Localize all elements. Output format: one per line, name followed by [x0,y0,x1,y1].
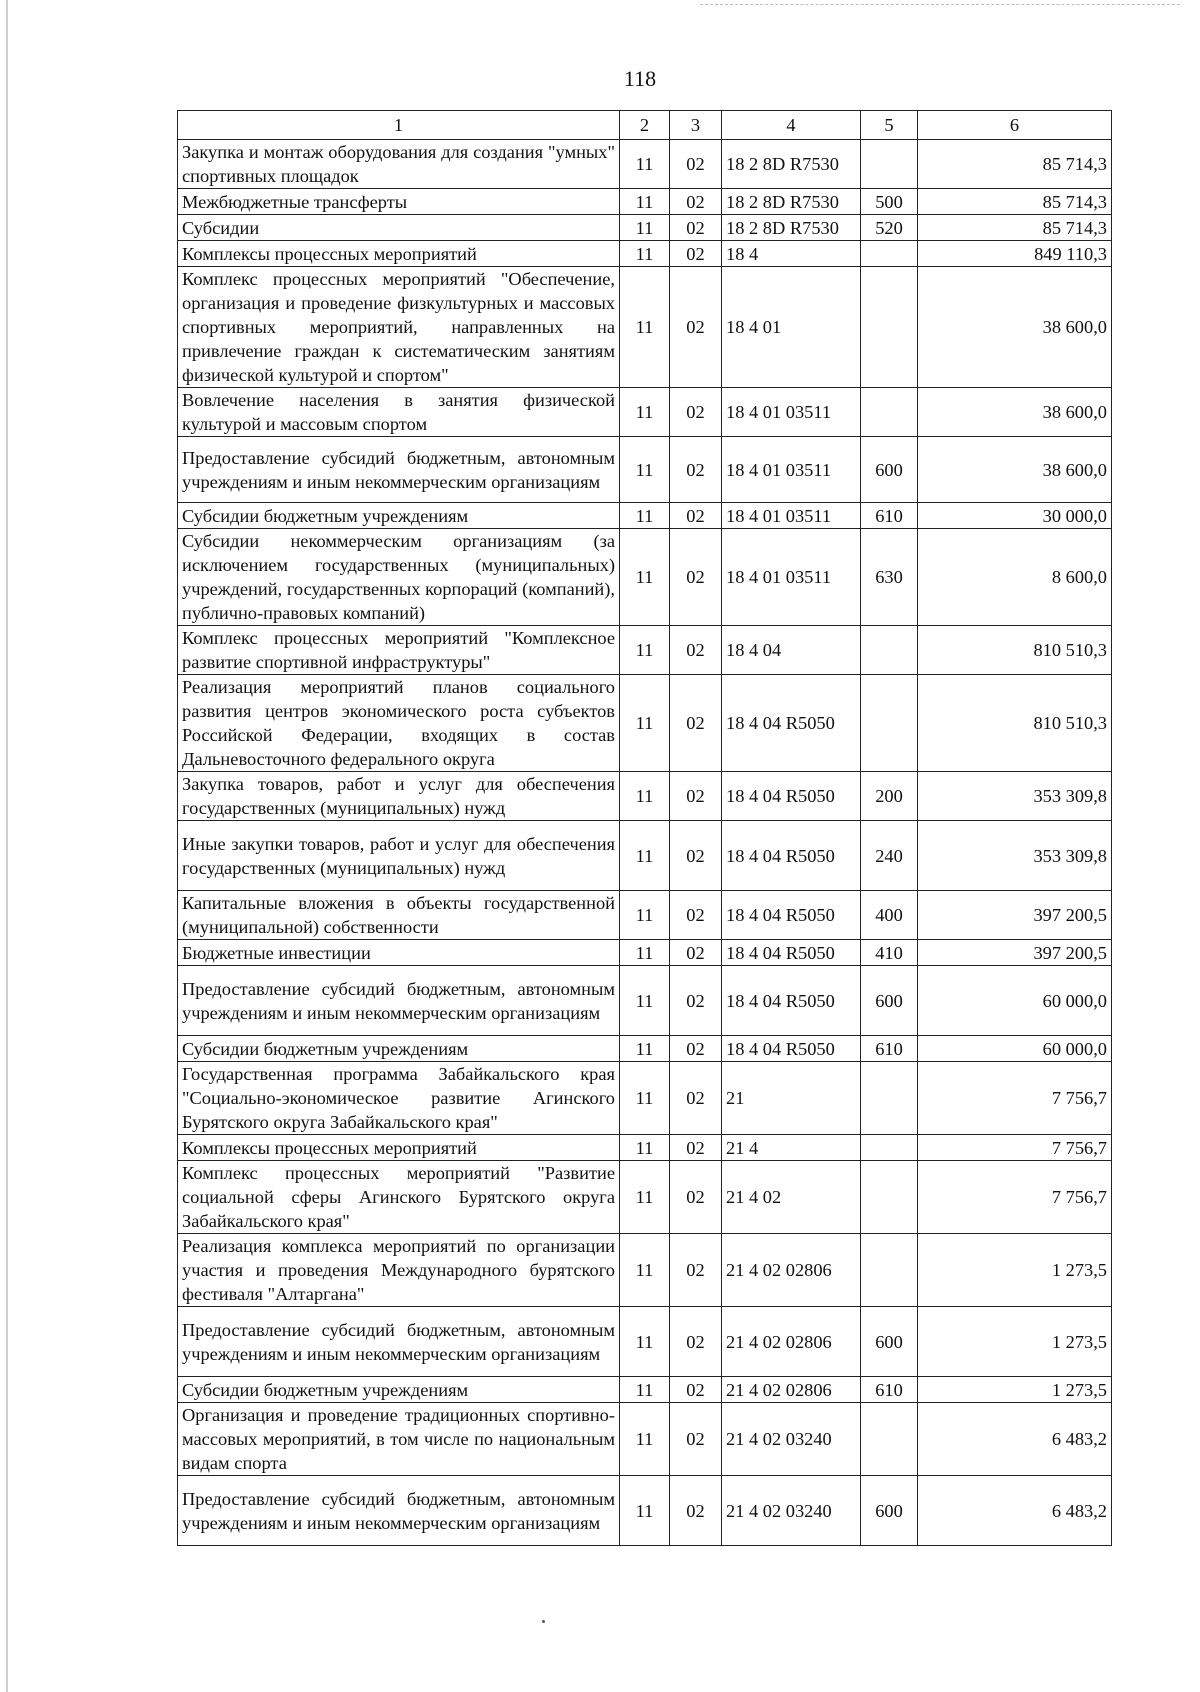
table-row [178,1307,1112,1377]
table-row [178,1036,1112,1062]
table-row [178,267,1112,388]
row-subsection: 02 [670,772,722,821]
row-target-code: 21 4 02 02806 [722,1307,861,1377]
row-amount: 397 200,5 [918,891,1112,940]
row-amount: 7 756,7 [918,1135,1112,1161]
row-name: Бюджетные инвестиции [178,940,620,966]
row-name: Субсидии бюджетным учреждениям [178,1036,620,1062]
row-target-code: 18 2 8D R7530 [722,215,861,241]
row-target-code: 18 4 04 R5050 [722,1036,861,1062]
row-section: 11 [620,529,670,626]
scan-edge-line [6,0,8,1692]
row-name: Комплексы процессных мероприятий [178,1135,620,1161]
row-name: Реализация комплекса мероприятий по организации участия и проведения Международного бурятского фестиваля "Алтаргана" [178,1234,620,1307]
row-subsection: 02 [670,189,722,215]
row-name: Субсидии бюджетным учреждениям [178,1377,620,1403]
row-expense-type: 410 [861,940,918,966]
row-section: 11 [620,437,670,503]
row-name: Субсидии бюджетным учреждениям [178,503,620,529]
row-target-code: 18 4 04 R5050 [722,675,861,772]
table-row [178,1062,1112,1135]
row-name: Комплекс процессных мероприятий "Обеспечение, организация и проведение физкультурных и массовых спортивных мероприятий, направленных на привлечение граждан к систематическим занятиям физической культурой и спортом" [178,267,620,388]
row-subsection: 02 [670,626,722,675]
row-section: 11 [620,1036,670,1062]
row-amount: 60 000,0 [918,1036,1112,1062]
row-expense-type [861,140,918,189]
table-row [178,626,1112,675]
row-section: 11 [620,388,670,437]
row-section: 11 [620,189,670,215]
row-section: 11 [620,503,670,529]
row-subsection: 02 [670,821,722,891]
row-name: Предоставление субсидий бюджетным, автономным учреждениям и иным некоммерческим организациям [178,1307,620,1377]
row-subsection: 02 [670,1161,722,1234]
row-expense-type: 600 [861,1307,918,1377]
row-target-code: 18 4 01 03511 [722,529,861,626]
table-row [178,215,1112,241]
row-expense-type: 610 [861,1377,918,1403]
row-subsection: 02 [670,140,722,189]
row-name: Субсидии [178,215,620,241]
row-expense-type [861,626,918,675]
table-row [178,1234,1112,1307]
row-expense-type: 400 [861,891,918,940]
row-subsection: 02 [670,675,722,772]
row-expense-type: 600 [861,437,918,503]
row-target-code: 18 4 01 03511 [722,437,861,503]
row-name: Комплекс процессных мероприятий "Комплексное развитие спортивной инфраструктуры" [178,626,620,675]
row-section: 11 [620,1403,670,1476]
row-amount: 810 510,3 [918,675,1112,772]
table-row [178,241,1112,267]
row-target-code: 21 [722,1062,861,1135]
row-section: 11 [620,626,670,675]
table-header [178,111,1112,140]
row-amount: 8 600,0 [918,529,1112,626]
row-target-code: 21 4 [722,1135,861,1161]
row-expense-type: 240 [861,821,918,891]
table-row [178,1476,1112,1546]
row-amount: 6 483,2 [918,1403,1112,1476]
row-target-code: 21 4 02 03240 [722,1476,861,1546]
row-subsection: 02 [670,1476,722,1546]
row-subsection: 02 [670,1062,722,1135]
row-section: 11 [620,891,670,940]
row-expense-type [861,1135,918,1161]
row-name: Закупка товаров, работ и услуг для обеспечения государственных (муниципальных) нужд [178,772,620,821]
table-row [178,388,1112,437]
table-row [178,940,1112,966]
row-name: Вовлечение населения в занятия физической культурой и массовым спортом [178,388,620,437]
row-section: 11 [620,821,670,891]
row-name: Капитальные вложения в объекты государственной (муниципальной) собственности [178,891,620,940]
row-name: Реализация мероприятий планов социального развития центров экономического роста субъектов Российской Федерации, входящих в состав Дальневосточного федерального округа [178,675,620,772]
row-amount: 85 714,3 [918,215,1112,241]
row-subsection: 02 [670,1135,722,1161]
row-name: Предоставление субсидий бюджетным, автономным учреждениям и иным некоммерческим организациям [178,966,620,1036]
row-target-code: 21 4 02 03240 [722,1403,861,1476]
row-subsection: 02 [670,940,722,966]
row-amount: 1 273,5 [918,1377,1112,1403]
row-name: Комплексы процессных мероприятий [178,241,620,267]
row-amount: 60 000,0 [918,966,1112,1036]
row-amount: 38 600,0 [918,388,1112,437]
table-row [178,437,1112,503]
row-amount: 1 273,5 [918,1307,1112,1377]
row-subsection: 02 [670,503,722,529]
header-col-4: 4 [722,111,861,140]
row-subsection: 02 [670,241,722,267]
header-col-3: 3 [670,111,722,140]
table-row [178,1135,1112,1161]
row-target-code: 18 4 01 03511 [722,388,861,437]
table-row [178,891,1112,940]
table-row [178,821,1112,891]
header-col-5: 5 [861,111,918,140]
table-row [178,1377,1112,1403]
row-expense-type [861,1161,918,1234]
row-section: 11 [620,1476,670,1546]
row-subsection: 02 [670,215,722,241]
row-amount: 849 110,3 [918,241,1112,267]
table-row [178,966,1112,1036]
row-target-code: 18 2 8D R7530 [722,140,861,189]
row-amount: 1 273,5 [918,1234,1112,1307]
row-section: 11 [620,241,670,267]
row-name: Предоставление субсидий бюджетным, автономным учреждениям и иным некоммерческим организациям [178,1476,620,1546]
row-subsection: 02 [670,1377,722,1403]
row-expense-type [861,1062,918,1135]
scan-speck [542,1620,545,1623]
row-amount: 85 714,3 [918,189,1112,215]
row-amount: 397 200,5 [918,940,1112,966]
row-expense-type: 500 [861,189,918,215]
row-name: Государственная программа Забайкальского края "Социально-экономическое развитие Агинского Бурятского округа Забайкальского края" [178,1062,620,1135]
row-amount: 30 000,0 [918,503,1112,529]
row-expense-type: 600 [861,1476,918,1546]
header-col-1: 1 [178,111,620,140]
row-amount: 7 756,7 [918,1062,1112,1135]
row-target-code: 18 4 04 [722,626,861,675]
table-row [178,503,1112,529]
table-row [178,140,1112,189]
table-row [178,189,1112,215]
row-target-code: 21 4 02 [722,1161,861,1234]
row-subsection: 02 [670,1036,722,1062]
row-section: 11 [620,1234,670,1307]
row-section: 11 [620,1062,670,1135]
row-target-code: 18 4 04 R5050 [722,966,861,1036]
row-amount: 353 309,8 [918,821,1112,891]
row-name: Закупка и монтаж оборудования для создания "умных" спортивных площадок [178,140,620,189]
row-expense-type: 600 [861,966,918,1036]
table-row [178,529,1112,626]
row-amount: 38 600,0 [918,267,1112,388]
row-amount: 353 309,8 [918,772,1112,821]
table-row [178,675,1112,772]
table-row [178,1161,1112,1234]
row-expense-type: 520 [861,215,918,241]
row-name: Организация и проведение традиционных спортивно-массовых мероприятий, в том числе по национальным видам спорта [178,1403,620,1476]
row-amount: 7 756,7 [918,1161,1112,1234]
header-col-6: 6 [918,111,1112,140]
row-subsection: 02 [670,437,722,503]
row-target-code: 18 4 04 R5050 [722,891,861,940]
row-subsection: 02 [670,1234,722,1307]
row-expense-type [861,1234,918,1307]
row-expense-type [861,388,918,437]
row-name: Комплекс процессных мероприятий "Развитие социальной сферы Агинского Бурятского округа Забайкальского края" [178,1161,620,1234]
row-subsection: 02 [670,529,722,626]
row-section: 11 [620,966,670,1036]
table-row [178,1403,1112,1476]
row-name: Субсидии некоммерческим организациям (за исключением государственных (муниципальных) учреждений, государственных корпораций (компаний), публично-правовых компаний) [178,529,620,626]
row-expense-type [861,1403,918,1476]
row-expense-type: 610 [861,503,918,529]
row-expense-type [861,267,918,388]
row-expense-type: 630 [861,529,918,626]
row-subsection: 02 [670,891,722,940]
header-col-2: 2 [620,111,670,140]
row-section: 11 [620,140,670,189]
row-section: 11 [620,267,670,388]
row-target-code: 18 4 04 R5050 [722,940,861,966]
row-section: 11 [620,1377,670,1403]
row-expense-type: 200 [861,772,918,821]
header-row [178,111,1112,140]
scan-top-dashes [700,4,1180,5]
row-amount: 810 510,3 [918,626,1112,675]
row-target-code: 18 4 01 03511 [722,503,861,529]
row-section: 11 [620,1161,670,1234]
row-target-code: 18 4 04 R5050 [722,772,861,821]
row-name: Межбюджетные трансферты [178,189,620,215]
row-expense-type: 610 [861,1036,918,1062]
row-section: 11 [620,940,670,966]
row-subsection: 02 [670,1403,722,1476]
row-section: 11 [620,1135,670,1161]
row-section: 11 [620,772,670,821]
page-number: 118 [623,66,657,91]
row-name: Предоставление субсидий бюджетным, автономным учреждениям и иным некоммерческим организациям [178,437,620,503]
row-subsection: 02 [670,1307,722,1377]
budget-table [177,110,1112,1546]
row-expense-type [861,241,918,267]
row-name: Иные закупки товаров, работ и услуг для обеспечения государственных (муниципальных) нужд [178,821,620,891]
row-expense-type [861,675,918,772]
row-amount: 38 600,0 [918,437,1112,503]
row-subsection: 02 [670,388,722,437]
row-amount: 85 714,3 [918,140,1112,189]
row-section: 11 [620,1307,670,1377]
row-section: 11 [620,215,670,241]
row-target-code: 18 4 04 R5050 [722,821,861,891]
row-subsection: 02 [670,966,722,1036]
table-row [178,772,1112,821]
row-target-code: 21 4 02 02806 [722,1377,861,1403]
row-target-code: 18 2 8D R7530 [722,189,861,215]
row-amount: 6 483,2 [918,1476,1112,1546]
row-section: 11 [620,675,670,772]
table-body [178,140,1112,1546]
row-target-code: 18 4 01 [722,267,861,388]
row-target-code: 18 4 [722,241,861,267]
row-target-code: 21 4 02 02806 [722,1234,861,1307]
row-subsection: 02 [670,267,722,388]
